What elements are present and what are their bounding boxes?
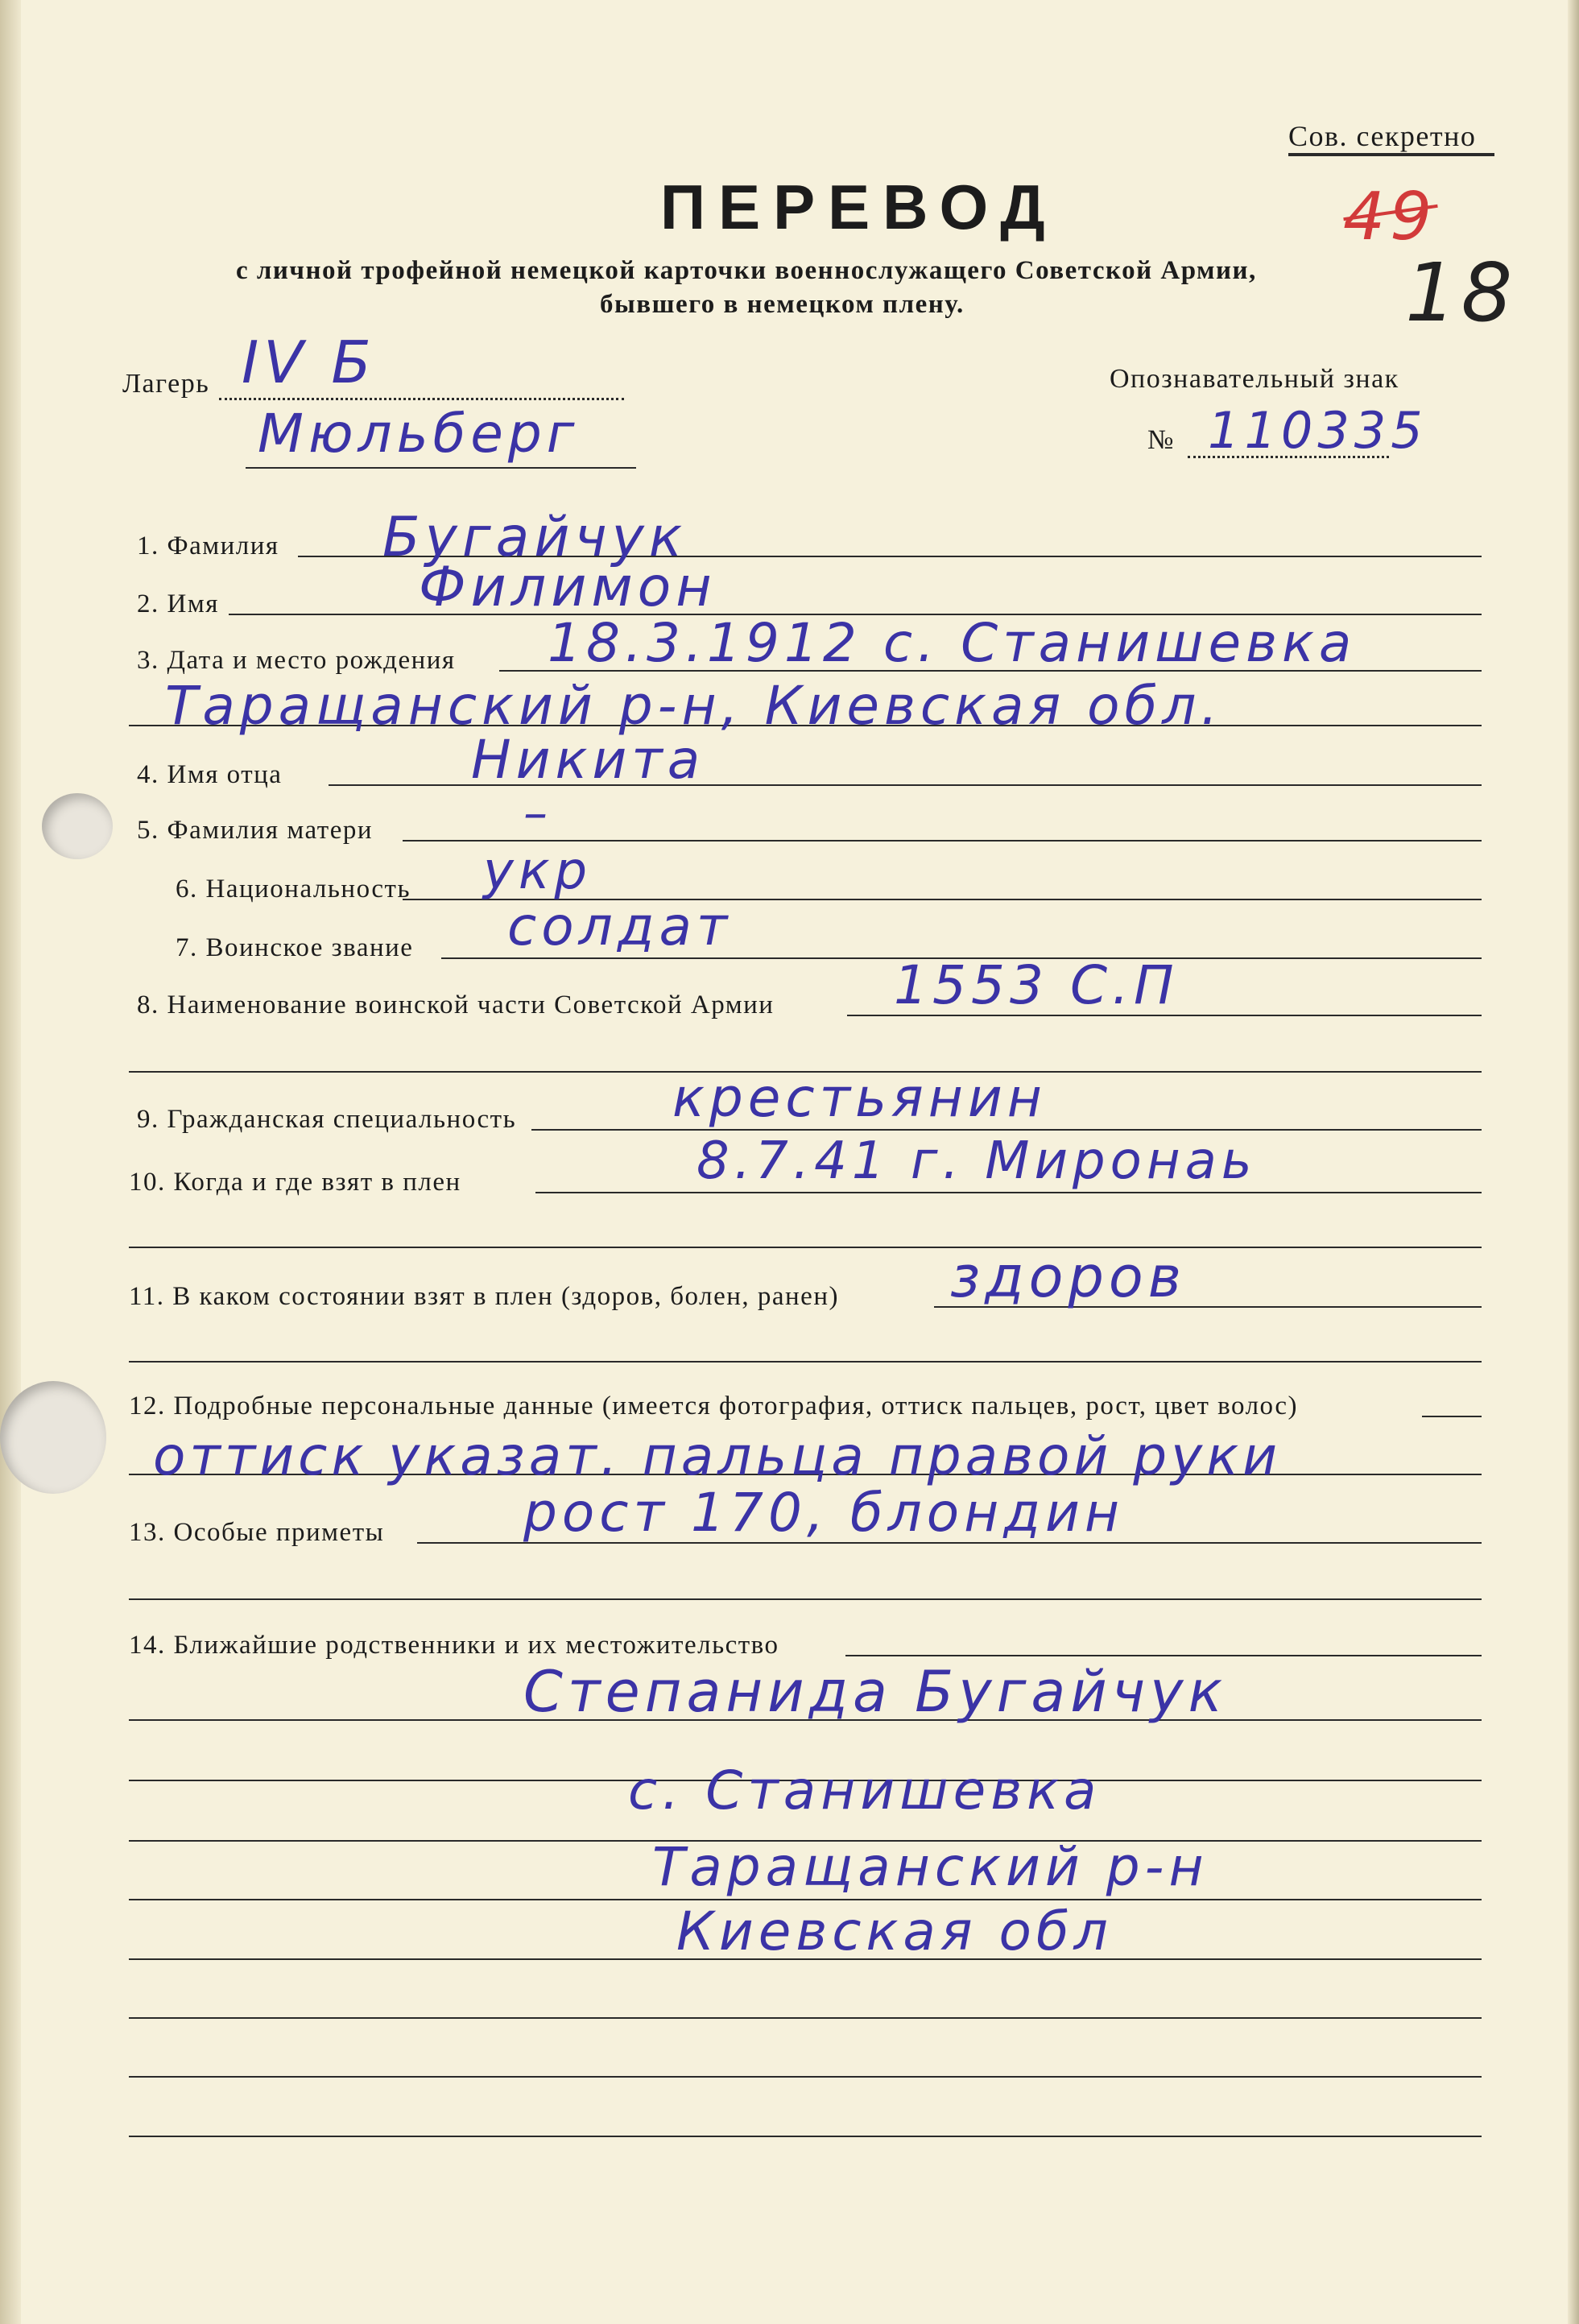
field-value-birth: 18.3.1912 с. Станишевка <box>548 612 1357 674</box>
id-tag-label: Опознавательный знак <box>1110 364 1399 394</box>
camp-place: Мюльберг <box>258 403 580 465</box>
field-value-captured: 8.7.41 г. Миронаь <box>696 1131 1257 1191</box>
punch-hole-top <box>42 793 113 859</box>
field-line-relatives-9 <box>129 2136 1482 2137</box>
id-no-label: № <box>1147 425 1175 455</box>
field-value-unit: 1553 С.П <box>894 954 1179 1016</box>
field-value-surname: Бугайчук <box>382 506 687 569</box>
field-label-father: 4. Имя отца <box>137 760 283 789</box>
field-line-captured <box>535 1192 1482 1193</box>
field-label-surname: 1. Фамилия <box>137 531 279 560</box>
field-label-captured: 10. Когда и где взят в плен <box>129 1168 461 1197</box>
field-value-relatives-region: Киевская обл <box>676 1900 1113 1962</box>
paper-left-edge <box>0 0 21 2324</box>
field-value-father: Никита <box>471 729 705 791</box>
field-label-marks: 13. Особые приметы <box>129 1518 385 1547</box>
document-title: ПЕРЕВОД <box>660 172 1058 242</box>
field-line-relatives-6 <box>129 1958 1482 1960</box>
camp-line <box>219 398 624 400</box>
field-value-rank: солдат <box>507 895 733 957</box>
field-line-profession <box>531 1129 1482 1131</box>
field-value-condition: здоров <box>950 1244 1186 1310</box>
field-value-relatives-village: с. Станишевка <box>628 1760 1102 1822</box>
field-value-birth-place: Таращанский р-н, Киевская обл. <box>165 675 1223 737</box>
field-value-personal: оттиск указат. пальца правой руки <box>153 1425 1281 1487</box>
field-value-mother: – <box>523 785 552 842</box>
camp-value: IV Б <box>242 329 376 396</box>
field-label-personal: 12. Подробные персональные данные (имеется фотография, оттиск пальцев, рост, цвет волос) <box>129 1392 1298 1420</box>
field-label-birth: 3. Дата и место рождения <box>137 646 456 675</box>
field-label-nationality: 6. Национальность <box>176 875 411 904</box>
field-value-name: Филимон <box>419 556 717 619</box>
black-archive-number: 18 <box>1405 246 1518 340</box>
field-line-relatives-8 <box>129 2076 1482 2078</box>
field-label-unit: 8. Наименование воинской части Советской Армии <box>137 990 775 1019</box>
field-line-personal <box>1422 1416 1482 1417</box>
field-label-name: 2. Имя <box>137 589 219 618</box>
secrecy-underline <box>1288 153 1494 156</box>
field-label-relatives: 14. Ближайшие родственники и их местожительство <box>129 1631 779 1660</box>
secrecy-stamp: Сов. секретно <box>1288 120 1477 152</box>
field-value-relatives: Степанида Бугайчук <box>523 1659 1227 1725</box>
red-archive-number: 49 <box>1343 179 1437 255</box>
camp-place-line <box>246 467 636 469</box>
punch-hole-bottom <box>0 1381 106 1494</box>
field-label-profession: 9. Гражданская специальность <box>137 1105 517 1134</box>
field-line-relatives <box>845 1655 1482 1656</box>
camp-label: Лагерь <box>122 369 210 399</box>
field-value-relatives-district: Таращанский р-н <box>652 1836 1209 1898</box>
field-line-marks-2 <box>129 1598 1482 1600</box>
field-line-captured-2 <box>129 1247 1482 1248</box>
field-value-nationality: укр <box>483 842 593 901</box>
id-value: 110335 <box>1208 401 1428 460</box>
field-line-condition-2 <box>129 1361 1482 1363</box>
paper-right-edge <box>1568 0 1579 2324</box>
field-label-mother: 5. Фамилия матери <box>137 816 373 845</box>
field-label-condition: 11. В каком состоянии взят в плен (здоров, болен, ранен) <box>129 1282 839 1311</box>
field-value-marks: рост 170, блондин <box>523 1482 1125 1544</box>
subtitle-line1: с личной трофейной немецкой карточки военнослужащего Советской Армии, <box>236 256 1257 285</box>
field-line-relatives-7 <box>129 2017 1482 2019</box>
subtitle-line2: бывшего в немецком плену. <box>600 290 965 319</box>
field-label-rank: 7. Воинское звание <box>176 933 414 962</box>
field-value-profession: крестьянин <box>672 1067 1047 1129</box>
